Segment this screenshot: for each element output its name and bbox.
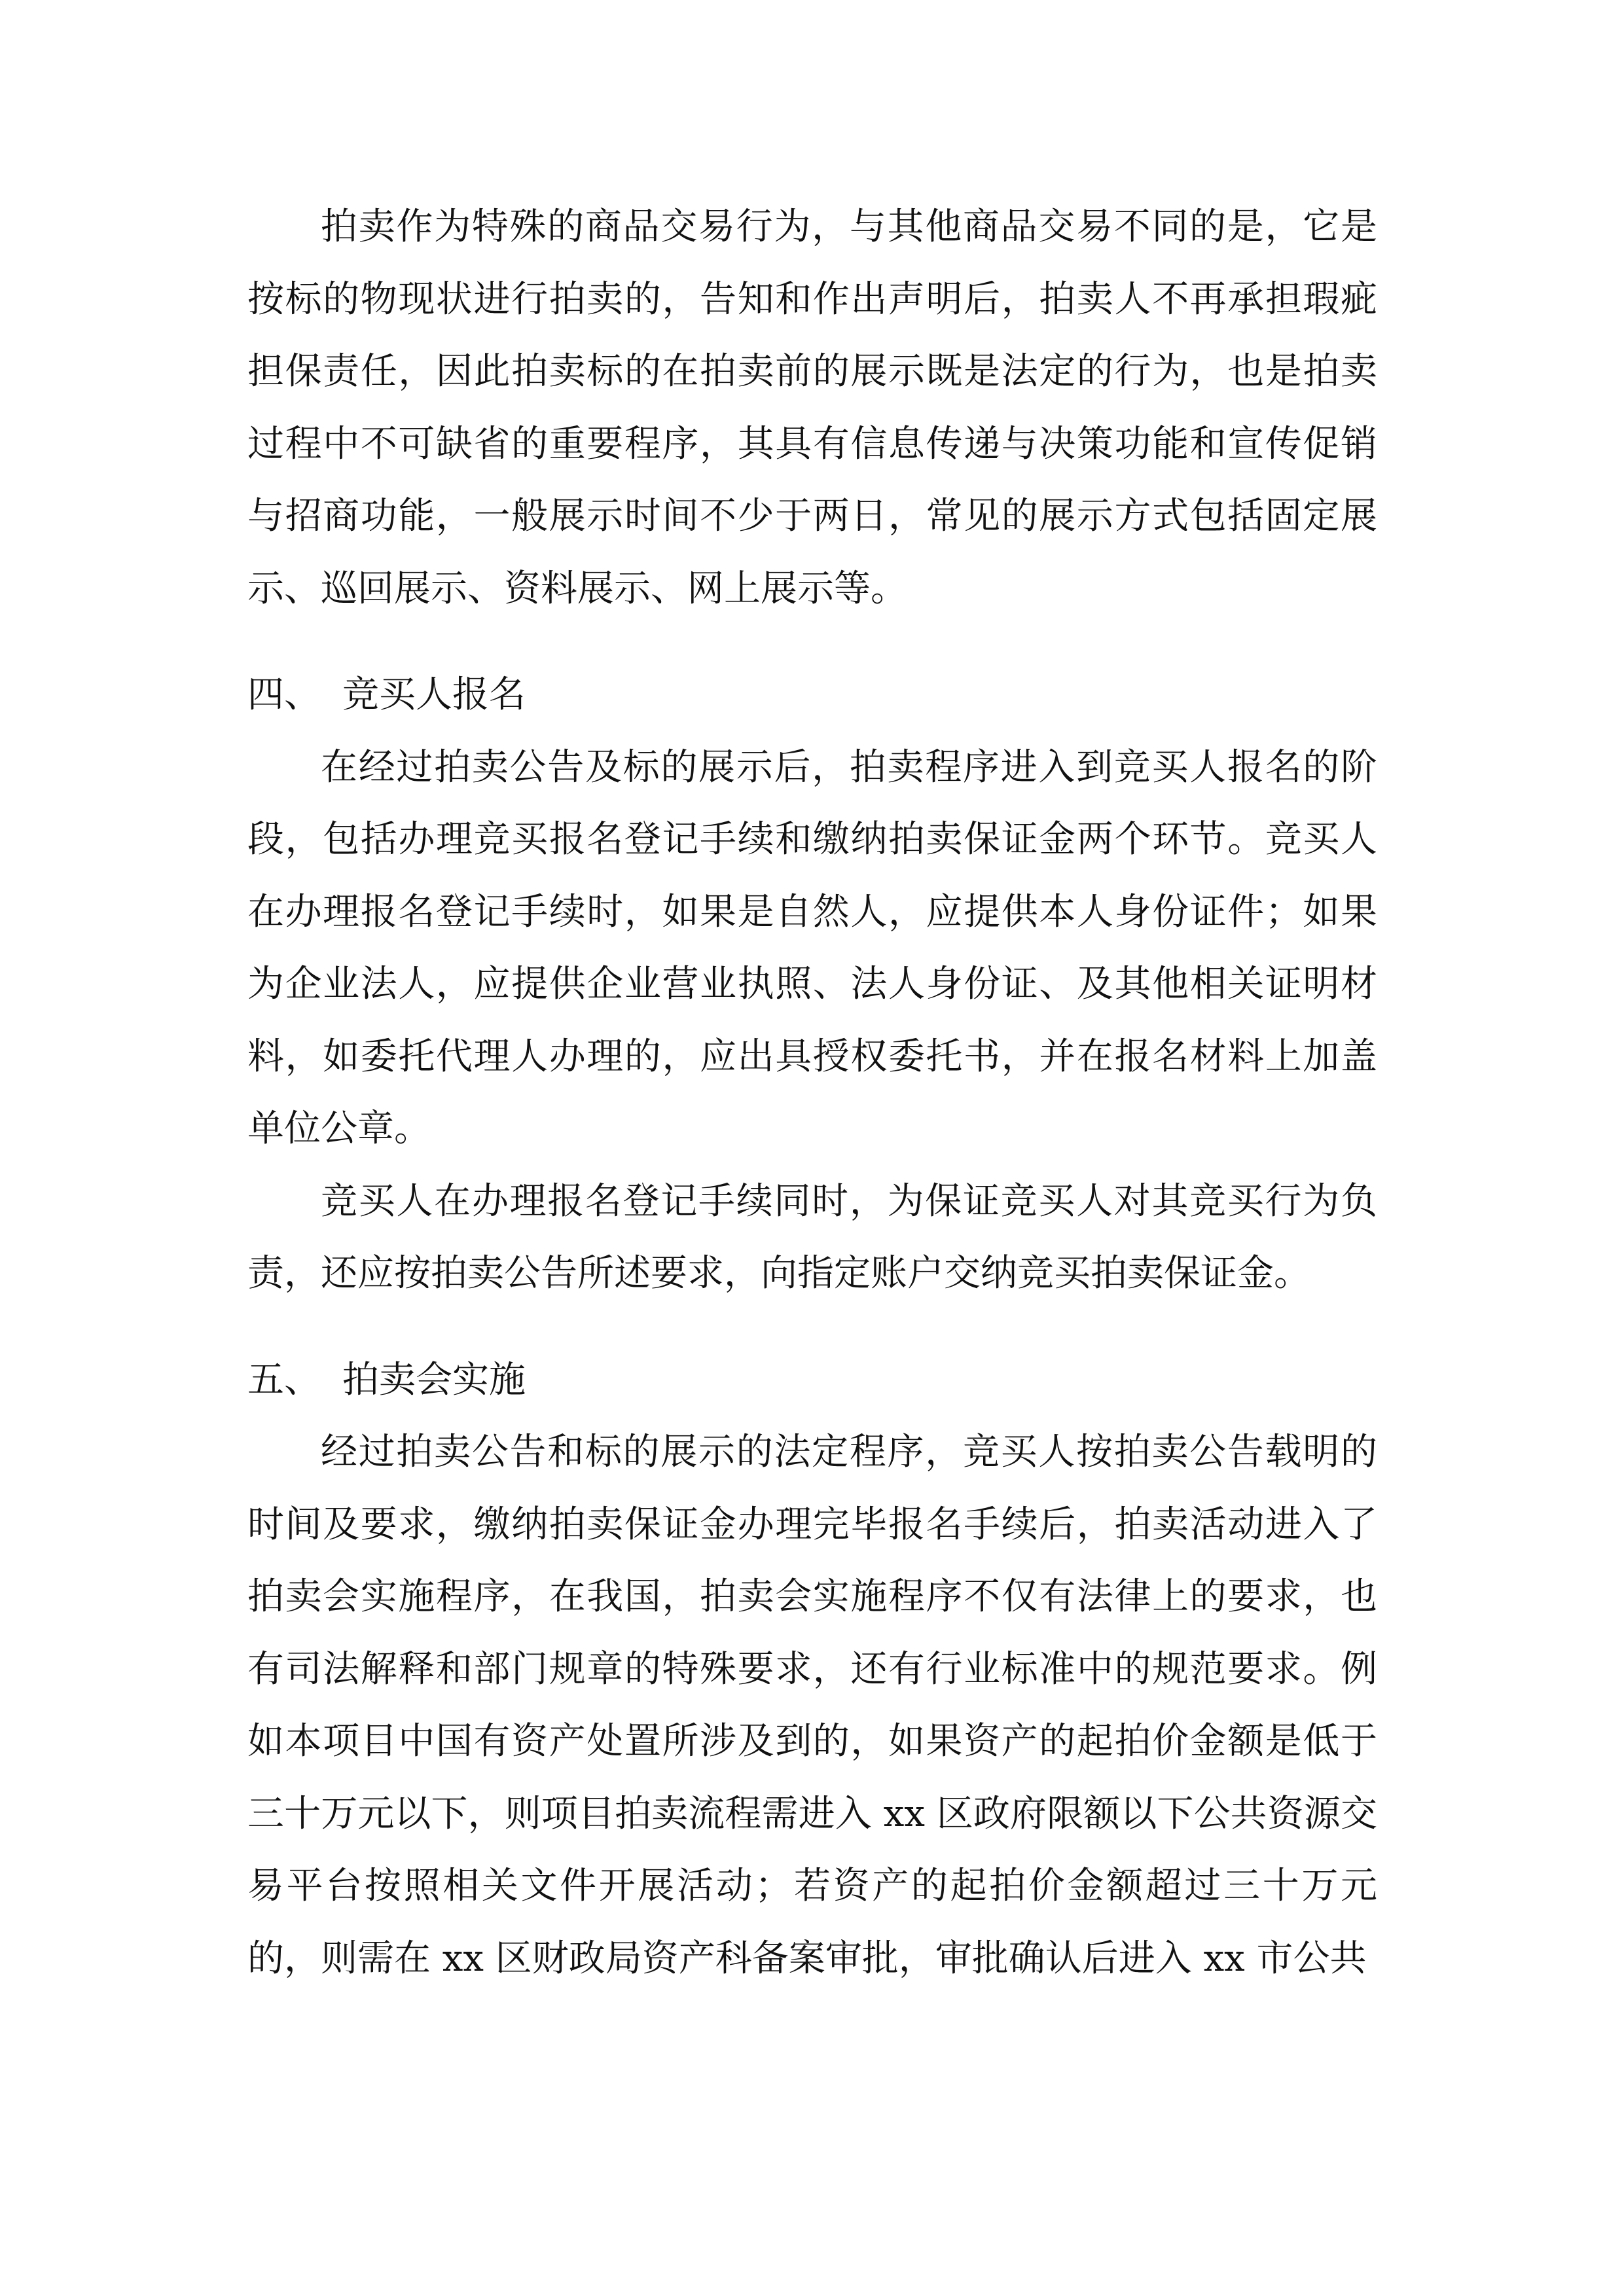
paragraph-display-intro: 拍卖作为特殊的商品交易行为，与其他商品交易不同的是，它是按标的物现状进行拍卖的，告知和作出声明后，拍卖人不再承担瑕疵担保责任，因此拍卖标的在拍卖前的展示既是法定的行为，也是拍卖过程中不可缺省的重要程序，其具有信息传递与决策功能和宣传促销与招商功能，一般展示时间不少于两日，常见的展示方式包括固定展示、巡回展示、资料展示、网上展示等。 xyxy=(247,206,1377,610)
section-title: 竞买人报名 xyxy=(342,673,526,716)
section-heading-registration xyxy=(247,625,1377,732)
section-title: 拍卖会实施 xyxy=(342,1358,526,1401)
section-number: 五、 xyxy=(247,1358,321,1401)
paragraph-registration-deposit: 竞买人在办理报名登记手续同时，为保证竞买人对其竞买行为负责，还应按拍卖公告所述要求，向指定账户交纳竞买拍卖保证金。 xyxy=(247,1179,1377,1295)
paragraph-registration-procedure: 在经过拍卖公告及标的展示后，拍卖程序进入到竞买人报名的阶段，包括办理竞买报名登记手续和缴纳拍卖保证金两个环节。竞买人在办理报名登记手续时，如果是自然人，应提供本人身份证件；如果为企业法人，应提供企业营业执照、法人身份证、及其他相关证明材料，如委托代理人办理的，应出具授权委托书，并在报名材料上加盖单位公章。 xyxy=(247,745,1377,1150)
document-body xyxy=(247,191,1377,1995)
paragraph-auction-implementation: 经过拍卖公告和标的展示的法定程序，竞买人按拍卖公告载明的时间及要求，缴纳拍卖保证金办理完毕报名手续后，拍卖活动进入了拍卖会实施程序，在我国，拍卖会实施程序不仅有法律上的要求，也有司法解释和部门规章的特殊要求，还有行业标准中的规范要求。例如本项目中国有资产处置所涉及到的，如果资产的起拍价金额是低于三十万元以下，则项目拍卖流程需进入 xx 区政府限额以下公共资源交易平台按照相关文件开展活动；若资产的起拍价金额超过三十万元的，则需在 xx 区财政局资产科备案审批，审批确认后进入 xx 市公共 xyxy=(247,1431,1377,1980)
section-heading-auction-implementation xyxy=(247,1310,1377,1417)
section-number: 四、 xyxy=(247,673,321,716)
